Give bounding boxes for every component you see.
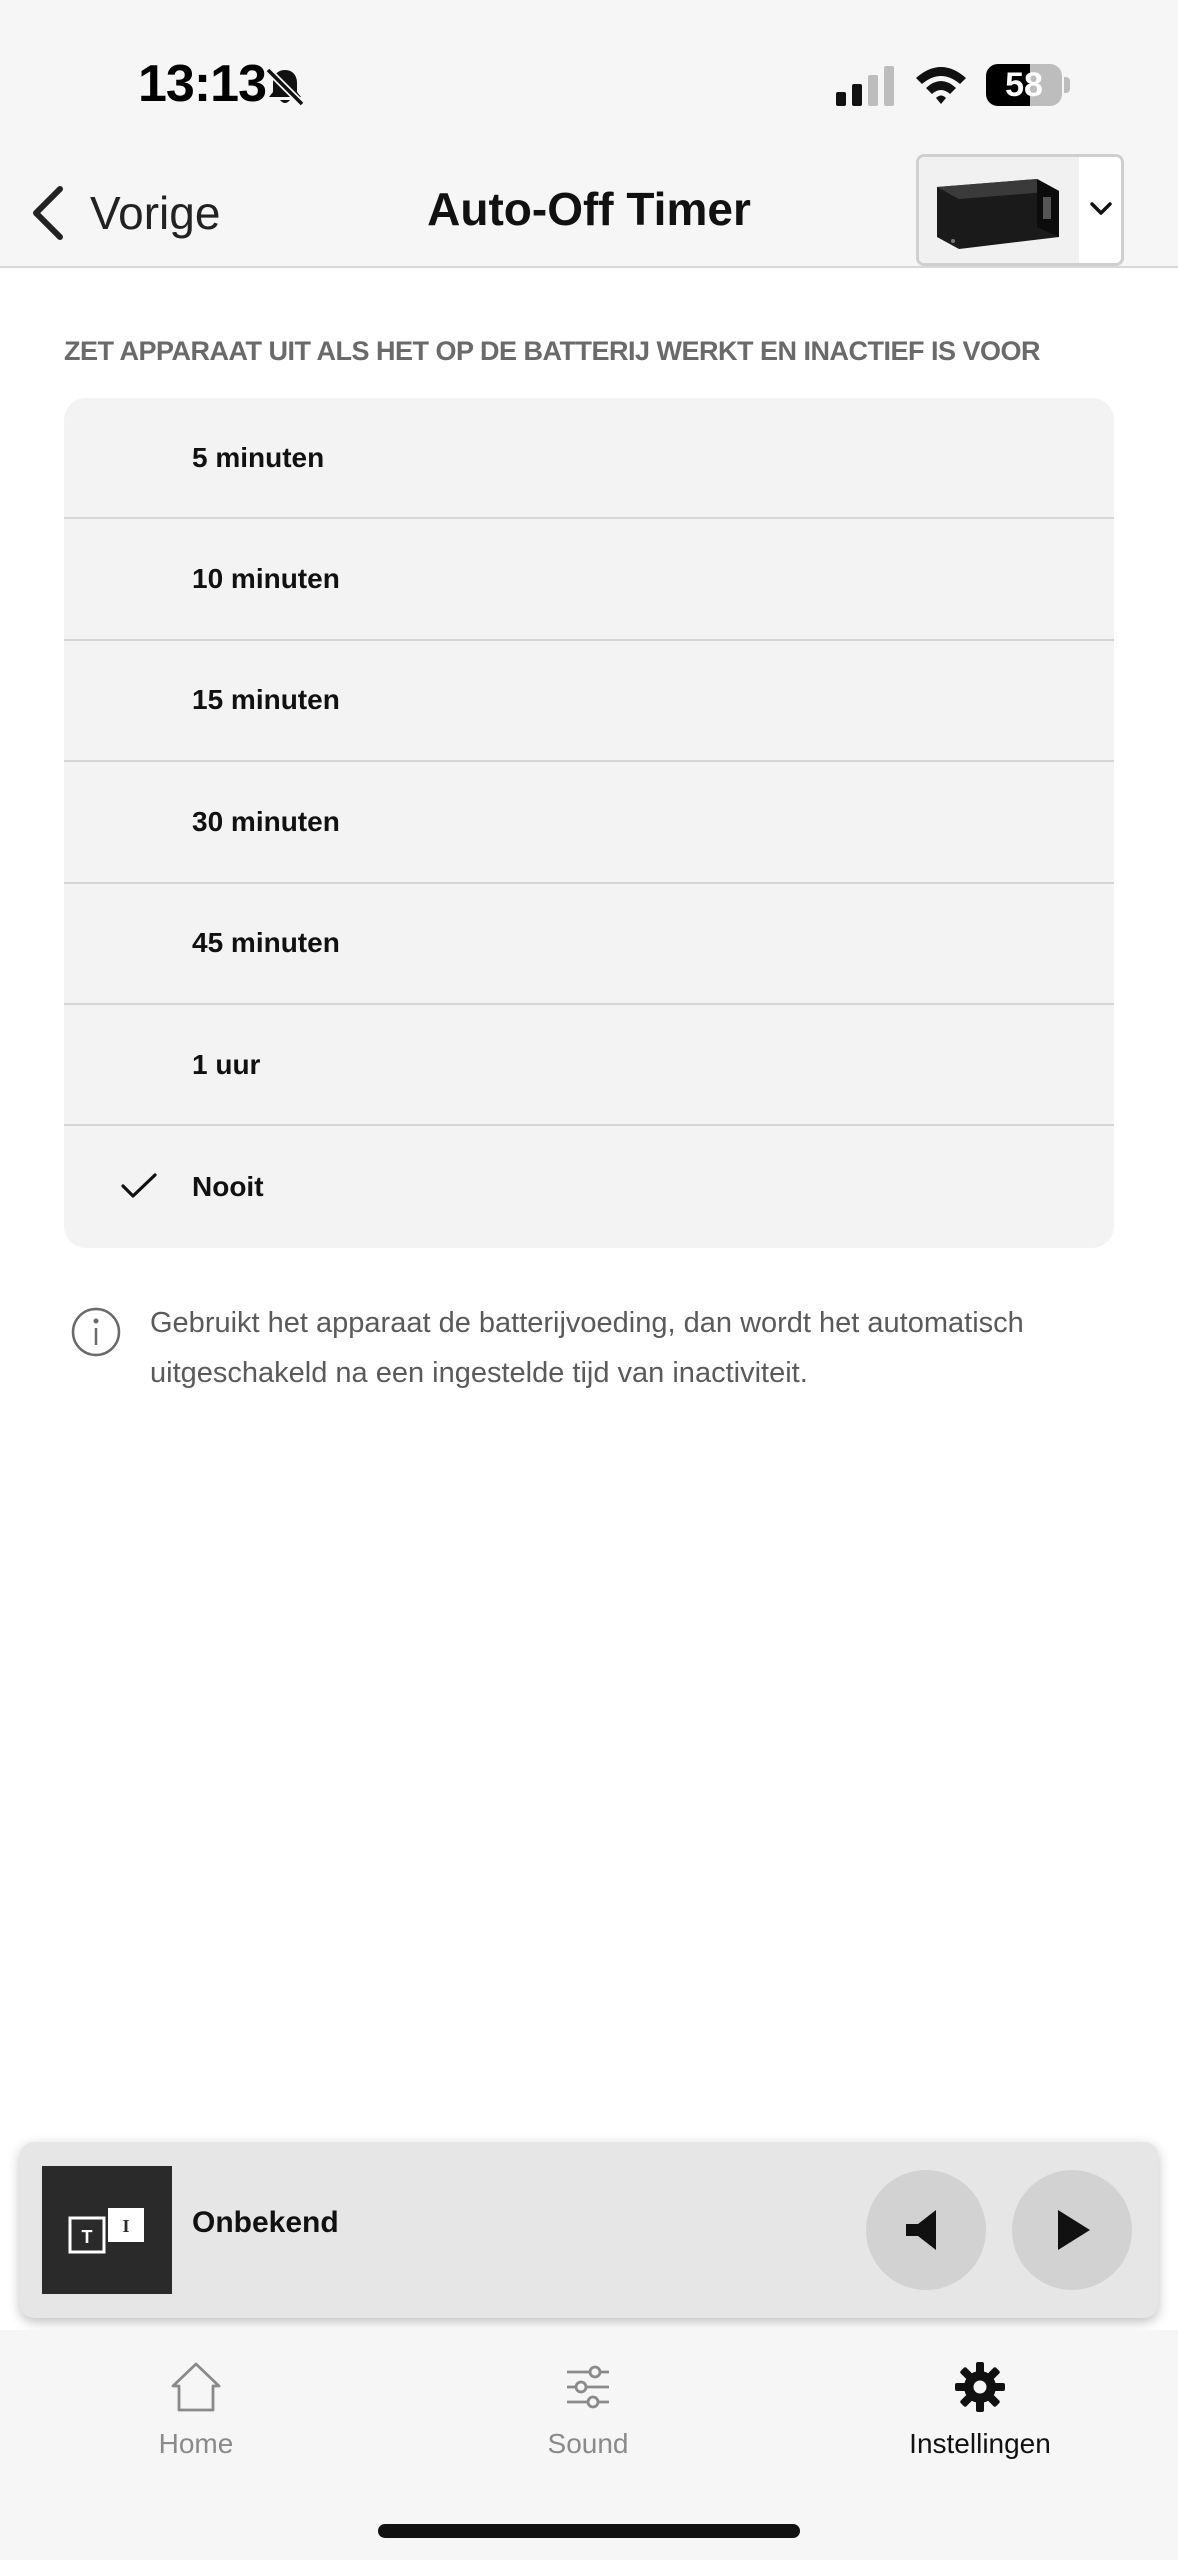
album-art bbox=[42, 2166, 172, 2294]
option-label: 15 minuten bbox=[192, 684, 340, 716]
gear-icon bbox=[953, 2360, 1007, 2414]
option-5-minuten[interactable] bbox=[64, 398, 1114, 519]
battery-icon bbox=[986, 64, 1070, 106]
mini-player[interactable] bbox=[20, 2142, 1158, 2318]
options-list bbox=[64, 398, 1114, 1248]
back-button[interactable] bbox=[28, 178, 220, 248]
option-nooit[interactable] bbox=[64, 1126, 1114, 1247]
svg-text:T: T bbox=[81, 2227, 93, 2247]
info-text: Gebruikt het apparaat de batterijvoeding, dan wordt het automatisch uitgeschakeld na een ingestelde tijd van inactiviteit. bbox=[150, 1307, 1024, 1389]
back-label: Vorige bbox=[90, 187, 221, 239]
option-label: Nooit bbox=[192, 1171, 264, 1203]
checkmark-icon bbox=[120, 1172, 158, 1200]
option-45-minuten[interactable] bbox=[64, 884, 1114, 1005]
option-label: 30 minuten bbox=[192, 805, 340, 837]
chevron-down-icon bbox=[1089, 199, 1113, 219]
track-title: Onbekend bbox=[192, 2206, 339, 2239]
chevron-left-icon bbox=[28, 183, 68, 243]
signal-icon bbox=[834, 66, 896, 106]
volume-button[interactable] bbox=[866, 2170, 986, 2290]
option-label: 45 minuten bbox=[192, 927, 340, 959]
device-selector[interactable] bbox=[916, 154, 1124, 266]
option-15-minuten[interactable] bbox=[64, 641, 1114, 762]
option-label: 5 minuten bbox=[192, 441, 325, 473]
volume-icon bbox=[904, 2208, 948, 2252]
tab-label: Instellingen bbox=[909, 2428, 1051, 2459]
status-time: 13:13 bbox=[138, 55, 266, 113]
option-30-minuten[interactable] bbox=[64, 762, 1114, 883]
page-title: Auto-Off Timer bbox=[427, 183, 751, 235]
option-10-minuten[interactable] bbox=[64, 519, 1114, 640]
svg-text:I: I bbox=[122, 2216, 130, 2236]
option-label: 10 minuten bbox=[192, 563, 340, 595]
option-1-uur[interactable] bbox=[64, 1005, 1114, 1126]
tab-label: Sound bbox=[547, 2428, 629, 2459]
info-icon bbox=[70, 1306, 122, 1358]
home-icon bbox=[169, 2360, 223, 2414]
tab-label: Home bbox=[158, 2428, 234, 2459]
battery-percent: 58 bbox=[1005, 66, 1043, 104]
tidal-logo bbox=[68, 2206, 146, 2254]
tab-sound[interactable] bbox=[438, 2360, 738, 2480]
tab-instellingen[interactable] bbox=[830, 2360, 1130, 2480]
option-label: 1 uur bbox=[192, 1048, 261, 1080]
home-indicator bbox=[378, 2524, 800, 2538]
status-bar bbox=[0, 0, 1178, 160]
bell-slash-icon bbox=[262, 64, 308, 110]
tab-home[interactable] bbox=[46, 2360, 346, 2480]
sliders-icon bbox=[561, 2360, 615, 2414]
play-icon bbox=[1050, 2208, 1094, 2252]
speaker-thumbnail bbox=[919, 157, 1079, 263]
play-button[interactable] bbox=[1012, 2170, 1132, 2290]
wifi-icon bbox=[912, 62, 970, 106]
section-header: ZET APPARAAT UIT ALS HET OP DE BATTERIJ WERKT EN INACTIEF IS VOOR bbox=[64, 336, 1041, 366]
